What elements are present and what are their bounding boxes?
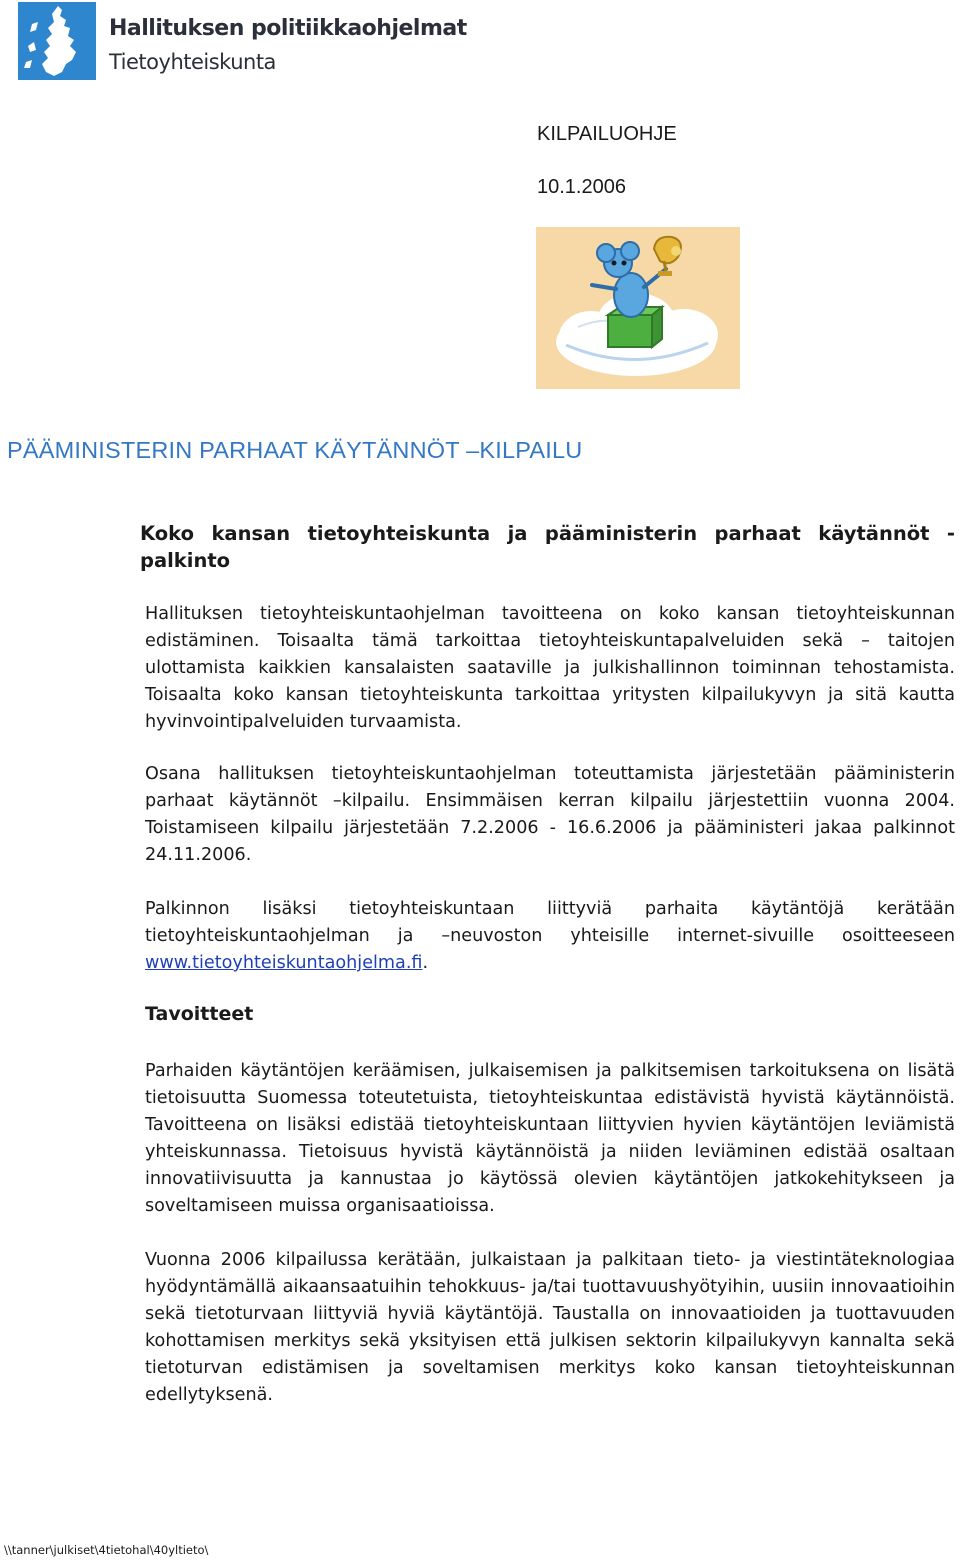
finland-map-icon [18,2,96,80]
logo-line1: Hallituksen politiikkaohjelmat [109,16,467,41]
footer-file-path: \\tanner\julkiset\4tietohal\40yltieto\ [4,1543,209,1557]
goals-paragraph-1: Parhaiden käytäntöjen keräämisen, julkaisemisen ja palkitsemisen tarkoituksena on lisätä tietoisuutta Suomessa toteutetuista, tietoyhteiskuntaa edistävistä hyvistä käytännöistä. Tavoitteena on lisäksi edistää tietoyhteiskuntaan liittyvien hyvien käytäntöjen leviämistä yhteiskunnassa. Tietoisuus hyvistä käytännöistä ja niiden leviäminen edistää osaltaan innovatiivisuutta ja kannustaa jo käytössä olevien käytäntöjen jatkokehitykseen ja soveltamiseen muissa organisaatioissa. [145,1061,955,1216]
website-paragraph [145,896,955,977]
website-link[interactable]: www.tietoyhteiskuntaohjelma.fi [145,953,423,973]
trophy-figure-on-cloud-icon [536,227,740,389]
logo-line2: Tietoyhteiskunta [109,50,276,74]
goals-paragraph-2: Vuonna 2006 kilpailussa kerätään, julkaistaan ja palkitaan tieto- ja viestintäteknologiaa hyödyntämällä aikaansaatuihin tehokkuus- ja/tai tuottavuushyötyihin, uusiin innovaatioihin sekä tietoturvaan liittyviä hyviä käytäntöjä. Taustalla on innovaatioiden ja tuottavuuden kohottamisen merkitys sekä yksityisen että julkisen sektorin kilpailukyvyn kannalta sekä tietoturvan edistämisen ja soveltamisen merkitys koko kansan tietoyhteiskunnan edellytyksenä. [145,1250,955,1405]
competition-paragraph: Osana hallituksen tietoyhteiskuntaohjelman toteuttamista järjestetään pääministerin parhaat käytännöt –kilpailu. Ensimmäisen kerran kilpailu järjestettiin vuonna 2004. Toistamiseen kilpailu järjestetään 7.2.2006 - 16.6.2006 ja pääministeri jakaa palkinnot 24.11.2006. [145,764,955,865]
document-type: KILPAILUOHJE [537,123,677,145]
header-logo [18,2,467,82]
website-paragraph-end: . [422,953,429,973]
illustration-graphic [536,227,740,389]
intro-paragraph: Hallituksen tietoyhteiskuntaohjelman tavoitteena on koko kansan tietoyhteiskunnan edistäminen. Toisaalta tämä tarkoittaa tietoyhteiskuntapalveluiden sekä – taitojen ulottamista kaikkien kansalaisten saataville ja julkishallinnon toiminnan tehostamista. Toisaalta koko kansan tietoyhteiskunta tarkoittaa yritysten kilpailukyvyn ja sitä kautta hyvinvointipalveluiden turvaamista. [145,604,955,732]
website-paragraph-text: Palkinnon lisäksi tietoyhteiskuntaan liittyviä parhaita käytäntöjä kerätään tietoyhteiskuntaohjelman ja –neuvoston yhteisille internet-sivuille osoitteeseen [145,899,955,946]
page-title: PÄÄMINISTERIN PARHAAT KÄYTÄNNÖT –KILPAILU [7,437,583,463]
document-subtitle: Koko kansan tietoyhteiskunta ja pääministerin parhaat käytännöt -palkinto [140,522,955,572]
section-heading: Tavoitteet [145,1003,254,1025]
document-date: 10.1.2006 [537,176,626,198]
finland-map-graphic [18,2,96,80]
